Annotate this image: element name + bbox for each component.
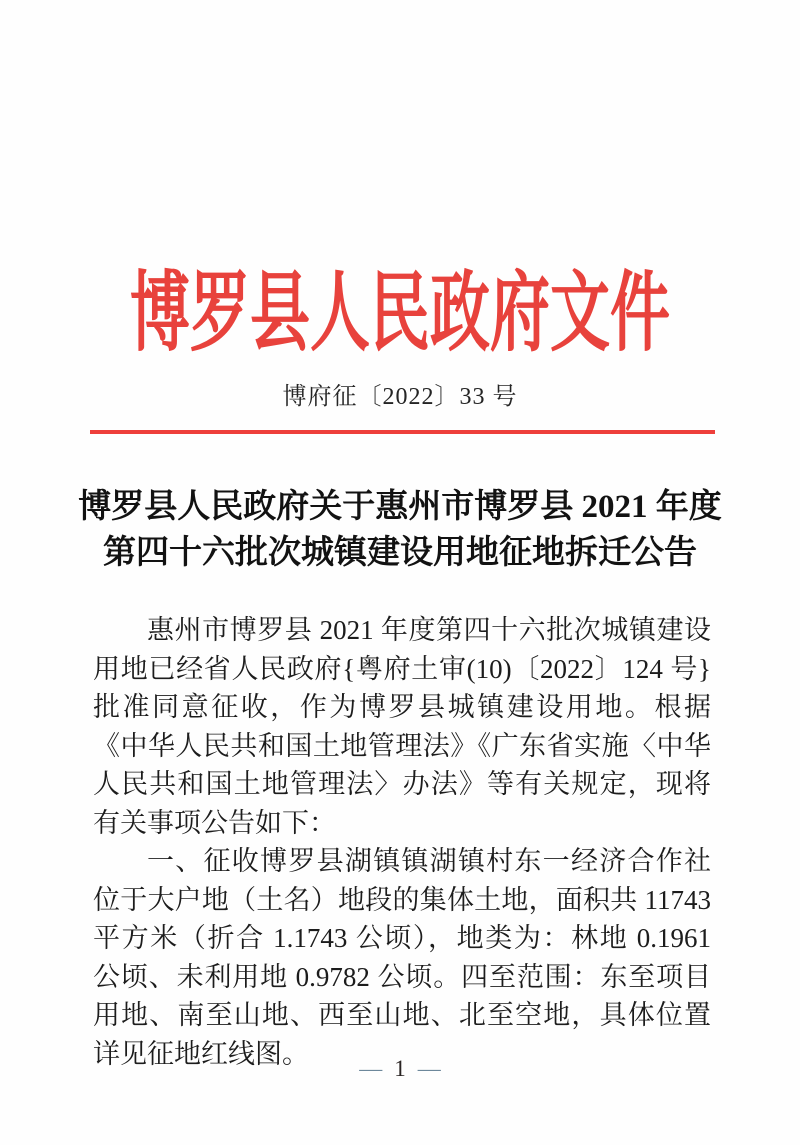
paragraph-item-1: 一、征收博罗县湖镇镇湖镇村东一经济合作社位于大户地（土名）地段的集体土地，面积共 11743 平方米（折合 1.1743 公顷），地类为：林地 0.1961 公顷、未利用地 0.9782 公顷。四至范围：东至项目用地、南至山地、西至山地、北至空地，具体位置详见征地红线图。 xyxy=(93,846,711,1069)
footer-right-dash: — xyxy=(417,1056,441,1081)
page-number: 1 xyxy=(394,1056,406,1081)
paragraph-intro: 惠州市博罗县 2021 年度第四十六批次城镇建设用地已经省人民政府{粤府土审(10)〔2022〕124 号}批准同意征收，作为博罗县城镇建设用地。根据《中华人民共和国土地管理法》《广东省实施〈中华人民共和国土地管理法〉办法》等有关规定，现将有关事项公告如下： xyxy=(93,615,711,838)
document-number: 博府征〔2022〕33 号 xyxy=(282,384,518,410)
red-divider-line xyxy=(90,430,715,434)
notice-title-line2: 第四十六批次城镇建设用地征地拆迁公告 xyxy=(103,535,697,571)
footer-left-dash: — xyxy=(359,1056,383,1081)
notice-body xyxy=(93,611,711,1073)
page-footer xyxy=(0,1056,800,1082)
notice-title-line1: 博罗县人民政府关于惠州市博罗县 2021 年度 xyxy=(78,489,722,525)
letterhead-title: 博罗县人民政府文件 xyxy=(130,265,670,362)
notice-title xyxy=(0,484,800,576)
